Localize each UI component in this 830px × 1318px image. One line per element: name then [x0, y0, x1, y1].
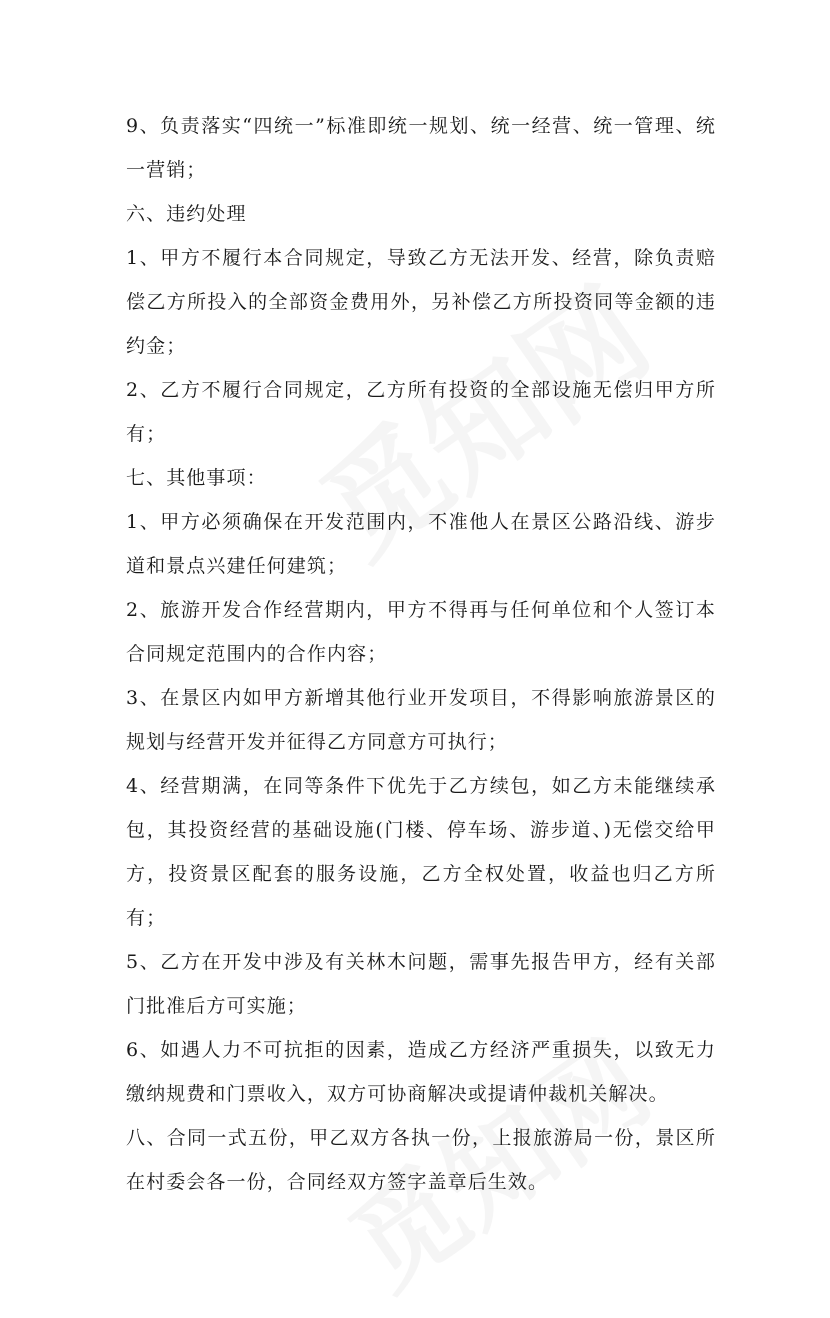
section-heading-breach: 六、违约处理 [126, 203, 247, 225]
section-heading-other: 七、其他事项： [126, 467, 267, 489]
paragraph-other-3: 3、在景区内如甲方新增其他行业开发项目，不得影响旅游景区的规划与经营开发并征得乙方同意方可执行； [126, 687, 716, 753]
paragraph-item-9: 9、负责落实“四统一”标准即统一规划、统一经营、统一管理、统一营销； [126, 115, 716, 181]
paragraph-breach-2: 2、乙方不履行合同规定，乙方所有投资的全部设施无偿归甲方所有； [126, 379, 716, 445]
document-body [126, 104, 716, 1204]
paragraph-other-2: 2、旅游开发合作经营期内，甲方不得再与任何单位和个人签订本合同规定范围内的合作内容； [126, 599, 716, 665]
paragraph-other-1: 1、甲方必须确保在开发范围内，不准他人在景区公路沿线、游步道和景点兴建任何建筑； [126, 511, 716, 577]
paragraph-other-4: 4、经营期满，在同等条件下优先于乙方续包，如乙方未能继续承包，其投资经营的基础设施(门楼、停车场、游步道、)无偿交给甲方，投资景区配套的服务设施，乙方全权处置，收益也归乙方所有； [126, 775, 716, 929]
paragraph-breach-1: 1、甲方不履行本合同规定，导致乙方无法开发、经营，除负责赔偿乙方所投入的全部资金费用外，另补偿乙方所投资同等金额的违约金； [126, 247, 716, 357]
paragraph-copies: 八、合同一式五份，甲乙双方各执一份，上报旅游局一份，景区所在村委会各一份，合同经双方签字盖章后生效。 [126, 1127, 716, 1193]
paragraph-other-5: 5、乙方在开发中涉及有关林木问题，需事先报告甲方，经有关部门批准后方可实施； [126, 951, 716, 1017]
paragraph-other-6: 6、如遇人力不可抗拒的因素，造成乙方经济严重损失，以致无力缴纳规费和门票收入，双方可协商解决或提请仲裁机关解决。 [126, 1039, 716, 1105]
